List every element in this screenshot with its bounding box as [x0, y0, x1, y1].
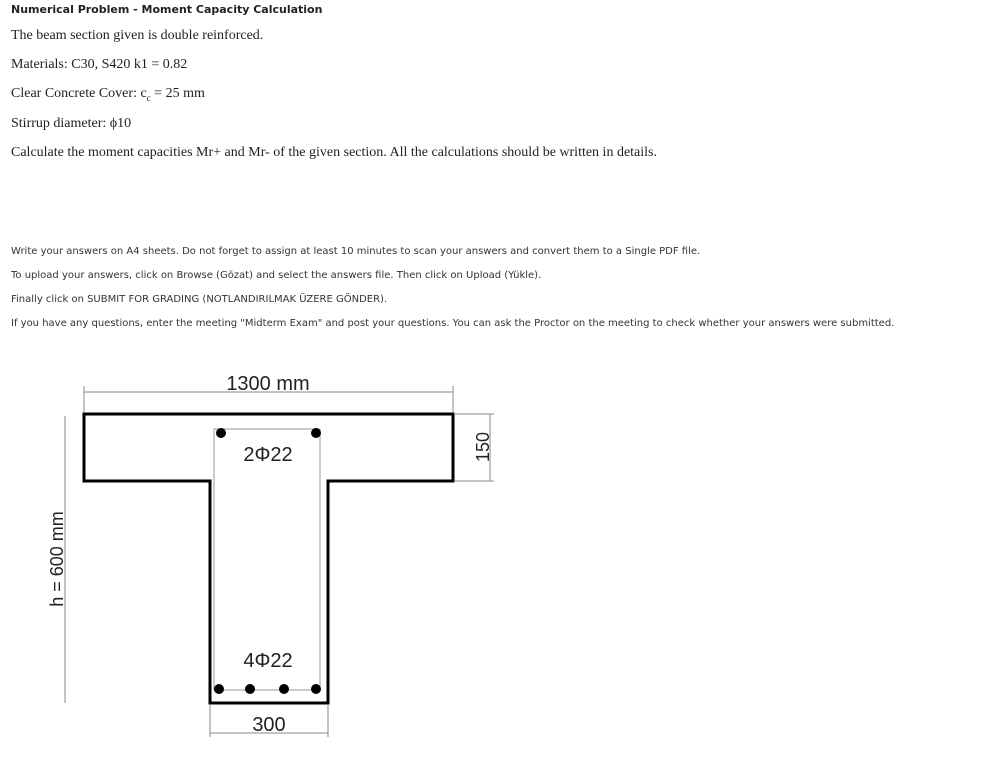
web-width-label: 300 [252, 714, 286, 736]
instruction-line-1: Write your answers on A4 sheets. Do not forget to assign at least 10 minutes to scan your answers and convert them to a Single PDF file. [11, 246, 701, 257]
height-label: h = 600 mm [47, 511, 67, 607]
instruction-line-4: If you have any questions, enter the meeting "Midterm Exam" and post your questions. You can ask the Proctor on the meeting to check whether your answers were submitted. [11, 318, 895, 329]
flange-width-label: 1300 mm [226, 373, 310, 395]
bottom-bar [214, 684, 224, 694]
cover-value: = 25 mm [150, 86, 205, 101]
flange-thickness-label: 150 [473, 431, 493, 463]
cover-subscript: c [146, 92, 151, 103]
task-line: Calculate the moment capacities Mr+ and Mr- of the given section. All the calculations should be written in details. [11, 145, 657, 160]
materials-line: Materials: C30, S420 k1 = 0.82 [11, 57, 188, 72]
bottom-bar [245, 684, 255, 694]
bottom-reinforcement-label: 4Φ22 [243, 650, 293, 672]
bottom-bar [279, 684, 289, 694]
top-reinforcement-label: 2Φ22 [243, 444, 293, 466]
top-bar [311, 428, 321, 438]
stirrup-line: Stirrup diameter: ϕ10 [11, 116, 132, 131]
bottom-bar [311, 684, 321, 694]
cover-label: Clear Concrete Cover: c [11, 86, 147, 101]
problem-statement: The beam section given is double reinforced. [11, 28, 264, 43]
instruction-line-3: Finally click on SUBMIT FOR GRADING (NOTLANDIRILMAK ÜZERE GÖNDER). [11, 294, 388, 305]
top-bar [216, 428, 226, 438]
instruction-line-2: To upload your answers, click on Browse (Gözat) and select the answers file. Then click on Upload (Yükle). [11, 270, 542, 281]
problem-title: Numerical Problem - Moment Capacity Calculation [11, 3, 323, 16]
